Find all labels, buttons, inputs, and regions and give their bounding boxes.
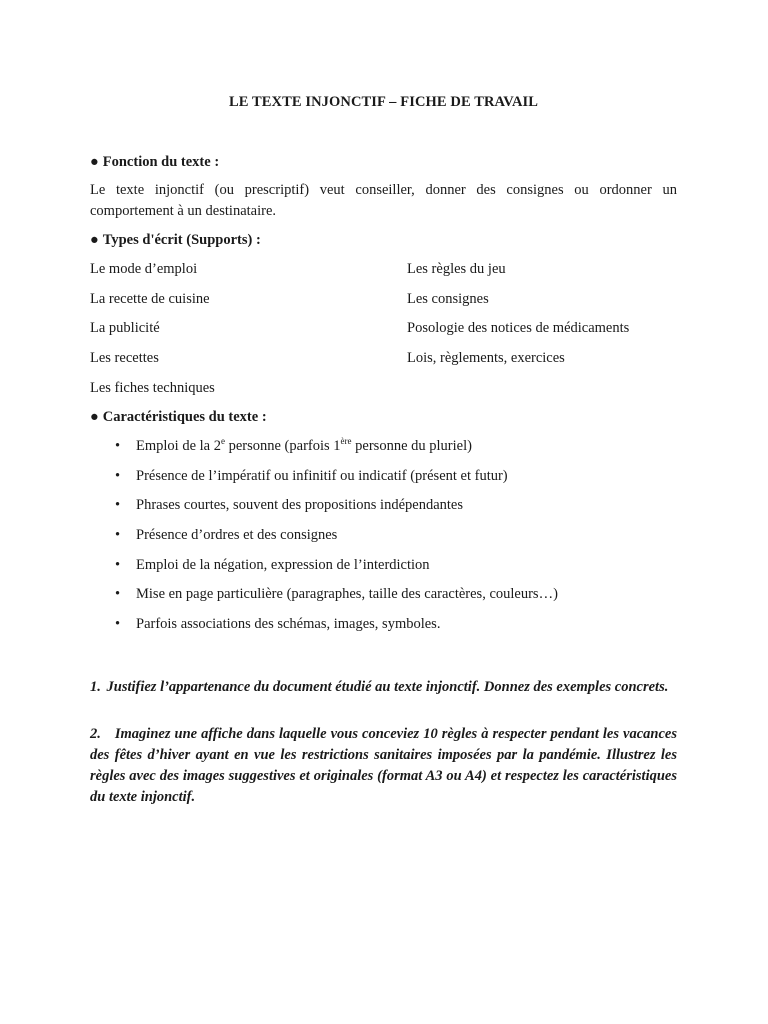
text-part: personne (parfois 1 — [224, 438, 341, 454]
types-row — [90, 261, 677, 281]
superscript: e — [220, 436, 225, 446]
caracteristiques-list — [90, 438, 677, 646]
types-row — [90, 350, 677, 370]
list-item-text: Emploi de la négation, expression de l’interdiction — [136, 556, 430, 573]
bullet-icon: • — [115, 467, 121, 484]
list-item — [90, 527, 677, 557]
list-item — [90, 468, 677, 498]
list-item — [90, 616, 677, 646]
question-2 — [90, 724, 677, 808]
types-row — [90, 320, 677, 340]
bullet-icon: • — [115, 556, 121, 573]
list-item-text: Présence de l’impératif ou infinitif ou indicatif (présent et futur) — [136, 467, 508, 484]
type-item: Les recettes — [90, 350, 159, 366]
type-item: Lois, règlements, exercices — [407, 350, 565, 366]
text-part: Emploi de la 2 — [136, 438, 221, 454]
type-item: Le mode d’emploi — [90, 261, 198, 277]
types-row — [90, 380, 677, 400]
list-item-text: Phrases courtes, souvent des propositions indépendantes — [136, 497, 464, 514]
list-item-text: Présence d’ordres et des consignes — [136, 527, 338, 544]
type-item: Les fiches techniques — [90, 380, 215, 396]
bullet-icon: • — [115, 438, 121, 454]
bullet-dot-icon: ● — [90, 409, 99, 425]
list-item — [90, 557, 677, 587]
type-item: Les consignes — [407, 291, 489, 307]
section-heading-fonction — [90, 154, 219, 171]
heading-label: Types d'écrit (Supports) : — [102, 232, 261, 248]
fonction-paragraph: Le texte injonctif (ou prescriptif) veut conseiller, donner des consignes ou ordonner un comportement à un destinataire. — [90, 182, 677, 219]
heading-label: Caractéristiques du texte : — [102, 409, 267, 425]
list-item — [90, 438, 677, 468]
list-item — [90, 497, 677, 527]
question-number: 2. — [90, 726, 101, 742]
list-item — [90, 586, 677, 616]
list-item-text — [136, 438, 472, 455]
section-heading-caracteristiques — [90, 409, 267, 426]
page-title: LE TEXTE INJONCTIF – FICHE DE TRAVAIL — [228, 94, 539, 110]
list-item-text: Parfois associations des schémas, images, symboles. — [136, 616, 441, 633]
text-part: personne du pluriel) — [351, 438, 472, 454]
bullet-dot-icon: ● — [90, 154, 99, 170]
bullet-icon: • — [115, 527, 121, 544]
superscript: ère — [340, 436, 352, 446]
type-item: Les règles du jeu — [407, 261, 506, 277]
question-1 — [90, 677, 677, 698]
question-text: Imaginez une affiche dans laquelle vous conceviez 10 règles à respecter pendant les vacances des fêtes d’hiver ayant en vue les restrictions sanitaires imposées par la pandémie. Illustrez les règles avec des images suggestives et originales (format A3 ou A4) et respectez les caractéristiques du texte injonctif. — [90, 726, 677, 805]
question-text: Justifiez l’appartenance du document étudié au texte injonctif. Donnez des exemples concrets. — [106, 679, 669, 695]
type-item: La recette de cuisine — [90, 291, 210, 307]
type-item: Posologie des notices de médicaments — [407, 320, 630, 336]
section-heading-types — [90, 232, 261, 249]
bullet-icon: • — [115, 497, 121, 514]
type-item: La publicité — [90, 320, 160, 336]
types-row — [90, 291, 677, 311]
question-number: 1. — [90, 679, 101, 695]
bullet-dot-icon: ● — [90, 232, 99, 248]
bullet-icon: • — [115, 586, 121, 603]
heading-label: Fonction du texte : — [102, 154, 220, 170]
bullet-icon: • — [115, 616, 121, 633]
list-item-text: Mise en page particulière (paragraphes, taille des caractères, couleurs…) — [136, 586, 558, 603]
